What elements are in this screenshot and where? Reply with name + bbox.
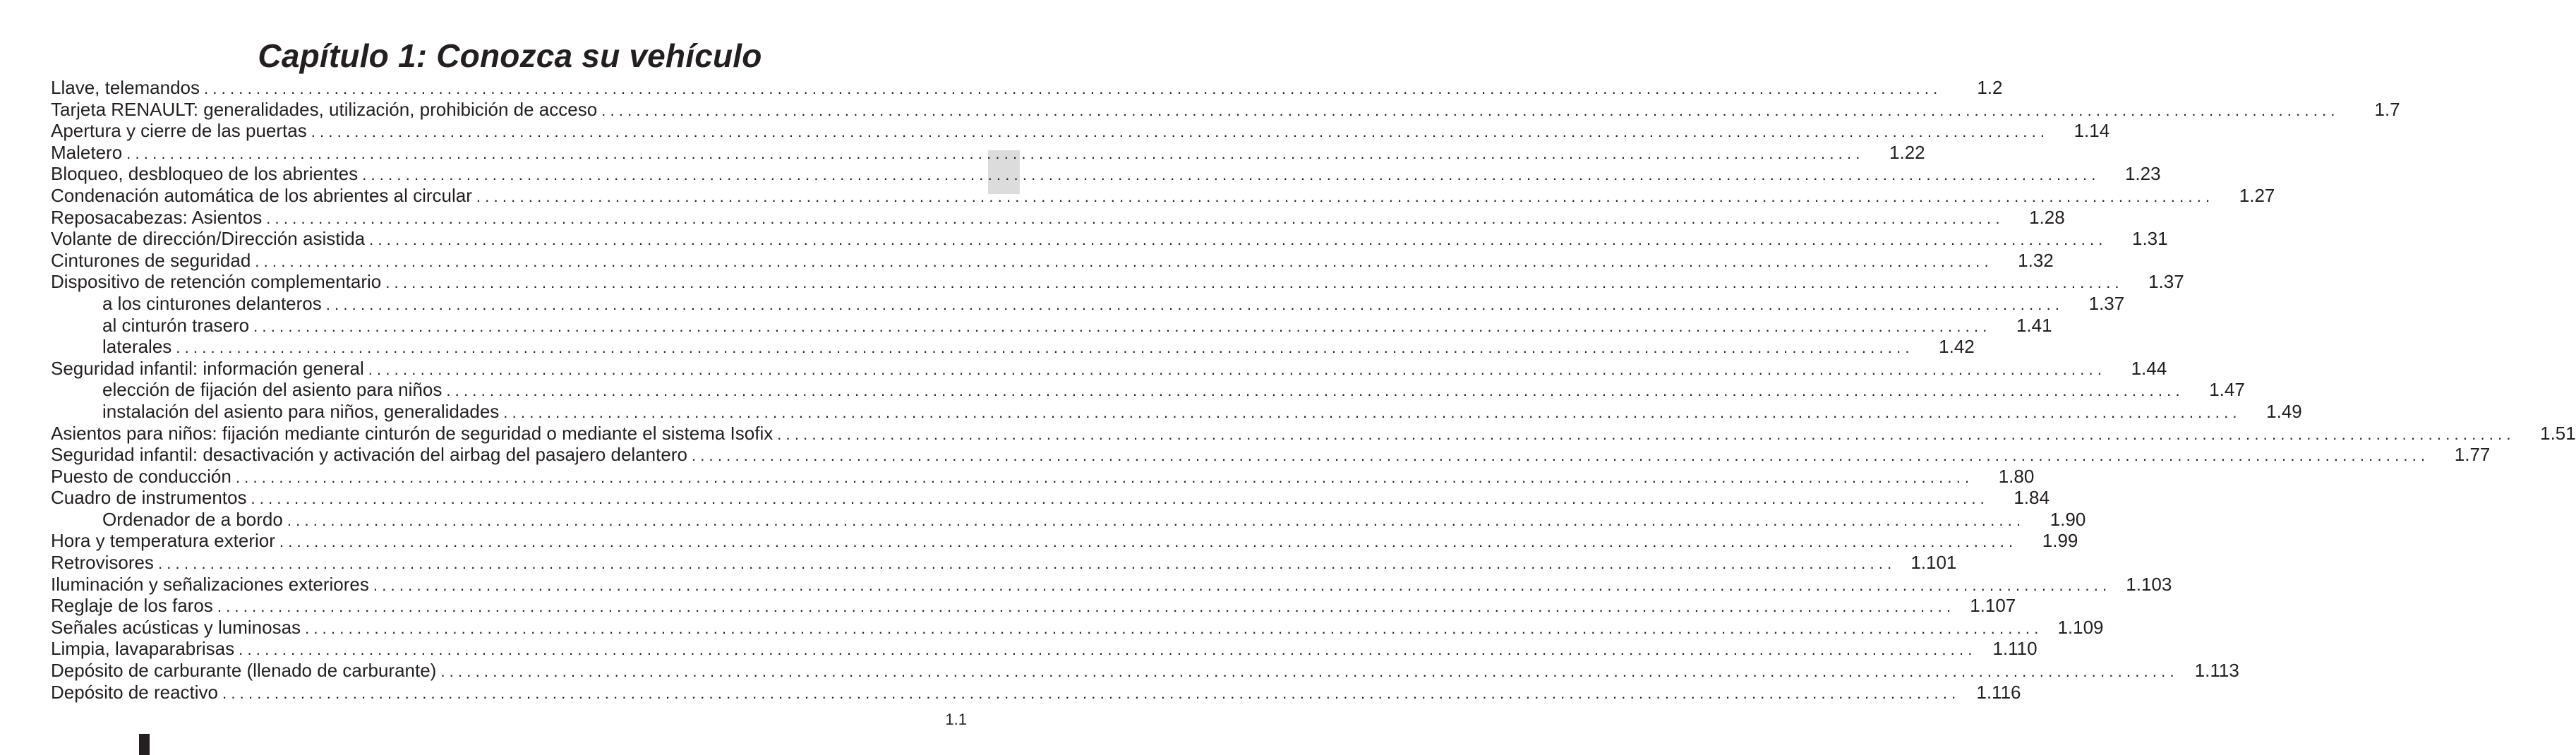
toc-entry[interactable]: [51, 444, 2491, 466]
dot-leader: ........................................................................................................................................................................................................: [222, 684, 1961, 702]
toc-entry-page: 1.80: [1998, 465, 2035, 487]
toc-entry[interactable]: [51, 638, 2038, 660]
toc-entry-label: Depósito de reactivo: [51, 681, 219, 703]
toc-entry-label: Volante de dirección/Dirección asistida: [51, 228, 366, 250]
toc-entry-label: Cuadro de instrumentos: [51, 487, 247, 509]
toc-entry-label: Ordenador de a bordo: [102, 508, 283, 530]
toc-entry-page: 1.28: [2029, 206, 2065, 228]
toc-entry[interactable]: [51, 379, 2245, 401]
toc-entry-page: 1.2: [1977, 77, 2003, 98]
dot-leader: ........................................................................................................................................................................................................: [311, 123, 2050, 141]
dot-leader: ........................................................................................................................................................................................................: [503, 403, 2241, 421]
toc-entry[interactable]: [51, 595, 2016, 617]
toc-entry[interactable]: [51, 271, 2184, 293]
toc-entry-page: 1.101: [1910, 552, 1957, 574]
toc-entry-label: Tarjeta RENAULT: generalidades, utilización, prohibición de acceso: [51, 98, 598, 120]
toc-entry[interactable]: [51, 573, 2172, 596]
toc-entry-page: 1.90: [2050, 508, 2086, 530]
toc-entry-label: Retrovisores: [51, 552, 154, 574]
toc-entry[interactable]: [51, 465, 2035, 488]
toc-entry-page: 1.27: [2239, 184, 2275, 206]
toc-entry-label: Dispositivo de retención complementario: [51, 271, 382, 293]
toc-entry-label: Señales acústicas y luminosas: [51, 616, 301, 638]
dot-leader: ........................................................................................................................................................................................................: [157, 555, 1896, 573]
toc-entry-page: 1.7: [2374, 98, 2400, 120]
toc-entry-page: 1.37: [2088, 292, 2125, 314]
toc-entry-label: Seguridad infantil: desactivación y activación del airbag del pasajero delantero: [51, 444, 687, 466]
dot-leader: ........................................................................................................................................................................................................: [369, 231, 2107, 249]
dot-leader: ........................................................................................................................................................................................................: [251, 490, 1989, 508]
toc-entry-page: 1.31: [2132, 228, 2168, 250]
dot-leader: ........................................................................................................................................................................................................: [266, 209, 2004, 227]
toc-entry-label: Asientos para niños: fijación mediante cinturón de seguridad o mediante el sistema Isofix: [51, 422, 774, 444]
toc-entry[interactable]: [51, 120, 2110, 142]
toc-entry-label: Cinturones de seguridad: [51, 249, 251, 271]
dot-leader: ........................................................................................................................................................................................................: [235, 468, 1974, 486]
toc-entry-label: instalación del asiento para niños, generalidades: [102, 400, 500, 422]
toc-entry-page: 1.107: [1970, 595, 2016, 617]
dot-leader: ........................................................................................................................................................................................................: [691, 447, 2430, 465]
toc-entry[interactable]: [51, 681, 2021, 703]
dot-leader: ........................................................................................................................................................................................................: [204, 80, 1942, 97]
toc-entry[interactable]: [51, 141, 1925, 164]
toc-entry-label: Reglaje de los faros: [51, 595, 213, 617]
toc-entry[interactable]: [51, 228, 2168, 250]
toc-entry[interactable]: [51, 336, 1975, 358]
toc-entry-page: 1.99: [2042, 530, 2078, 552]
dot-leader: ........................................................................................................................................................................................................: [126, 144, 1865, 162]
dot-leader: ........................................................................................................................................................................................................: [279, 533, 2018, 551]
dot-leader: ........................................................................................................................................................................................................: [385, 274, 2124, 292]
toc-entry[interactable]: [51, 357, 2167, 380]
toc-entry-page: 1.22: [1889, 141, 1925, 163]
dot-leader: ........................................................................................................................................................................................................: [217, 598, 1956, 616]
toc-entry[interactable]: [51, 292, 2125, 315]
toc-entry-page: 1.84: [2014, 487, 2050, 509]
toc-entry[interactable]: [51, 77, 2003, 99]
toc-entry-page: 1.49: [2266, 400, 2302, 422]
toc-entry[interactable]: [51, 487, 2050, 509]
dot-leader: ........................................................................................................................................................................................................: [253, 317, 1992, 335]
crop-mark: [139, 734, 150, 755]
page-title: Capítulo 1: Conozca su vehículo: [258, 37, 762, 74]
toc-entry-label: Apertura y cierre de las puertas: [51, 120, 307, 142]
toc-entry[interactable]: [51, 206, 2065, 229]
toc-entry[interactable]: [51, 552, 1957, 574]
dot-leader: ........................................................................................................................................................................................................: [239, 641, 1977, 659]
toc-entry-page: 1.116: [1976, 681, 2021, 703]
toc-entry[interactable]: [51, 422, 2576, 445]
toc-entry[interactable]: [51, 616, 2104, 639]
dot-leader: ........................................................................................................................................................................................................: [777, 425, 2515, 443]
toc-entry[interactable]: [51, 163, 2161, 185]
toc-entry-label: Reposacabezas: Asientos: [51, 206, 263, 228]
toc-entry-label: Llave, telemandos: [51, 77, 200, 98]
toc-entry-label: a los cinturones delanteros: [102, 292, 322, 314]
dot-leader: ........................................................................................................................................................................................................: [368, 360, 2107, 378]
dot-leader: ........................................................................................................................................................................................................: [362, 166, 2100, 184]
toc-entry-page: 1.103: [2126, 573, 2172, 595]
toc-entry-page: 1.42: [1939, 336, 1975, 358]
dot-leader: ........................................................................................................................................................................................................: [373, 576, 2112, 594]
toc-entry-page: 1.37: [2148, 271, 2184, 293]
toc-entry-page: 1.47: [2209, 379, 2245, 401]
toc-entry-label: Depósito de carburante (llenado de carburante): [51, 660, 437, 682]
toc-entry[interactable]: [51, 508, 2086, 531]
toc-entry[interactable]: [51, 400, 2302, 423]
toc-entry-page: 1.51: [2540, 422, 2576, 444]
dot-leader: ........................................................................................................................................................................................................: [440, 663, 2179, 681]
toc-entry-label: elección de fijación del asiento para niños: [102, 379, 443, 401]
toc-entry-label: Seguridad infantil: información general: [51, 357, 364, 379]
dot-leader: ........................................................................................................................................................................................................: [446, 382, 2184, 400]
toc-entry-page: 1.41: [2016, 314, 2052, 336]
dot-leader: ........................................................................................................................................................................................................: [305, 619, 2043, 637]
toc-entry-page: 1.113: [2194, 660, 2239, 682]
toc-entry[interactable]: [51, 184, 2275, 207]
dot-leader: ........................................................................................................................................................................................................: [255, 252, 1993, 270]
dot-leader: ........................................................................................................................................................................................................: [601, 101, 2340, 119]
toc-entry[interactable]: [51, 660, 2239, 682]
toc-entry[interactable]: [51, 314, 2052, 337]
toc-entry-page: 1.109: [2057, 616, 2104, 638]
toc-entry-label: Hora y temperatura exterior: [51, 530, 275, 552]
toc-entry[interactable]: [51, 530, 2078, 552]
toc-entry[interactable]: [51, 249, 2054, 272]
toc-entry-page: 1.44: [2131, 357, 2167, 379]
toc-entry-page: 1.32: [2018, 249, 2054, 271]
toc-entry-label: laterales: [102, 336, 172, 358]
toc-entry-page: 1.23: [2124, 163, 2161, 185]
dot-leader: ........................................................................................................................................................................................................: [287, 511, 2026, 529]
page-number: 1.1: [945, 711, 967, 728]
toc-entry[interactable]: [51, 98, 2400, 121]
toc-entry-label: Condenación automática de los abrientes al circular: [51, 184, 472, 206]
toc-entry-label: al cinturón trasero: [102, 314, 250, 336]
table-of-contents: [51, 77, 2576, 703]
dot-leader: ........................................................................................................................................................................................................: [476, 187, 2215, 205]
toc-entry-label: Puesto de conducción: [51, 465, 231, 487]
toc-entry-label: Iluminación y señalizaciones exteriores: [51, 573, 369, 595]
toc-entry-label: Limpia, lavaparabrisas: [51, 638, 235, 660]
toc-entry-label: Bloqueo, desbloqueo de los abrientes: [51, 163, 359, 185]
toc-entry-page: 1.110: [1992, 638, 2038, 660]
dot-leader: ........................................................................................................................................................................................................: [325, 295, 2064, 313]
dot-leader: ........................................................................................................................................................................................................: [176, 339, 1914, 357]
toc-entry-page: 1.14: [2074, 120, 2110, 142]
toc-entry-page: 1.77: [2454, 444, 2491, 466]
toc-entry-label: Maletero: [51, 141, 123, 163]
